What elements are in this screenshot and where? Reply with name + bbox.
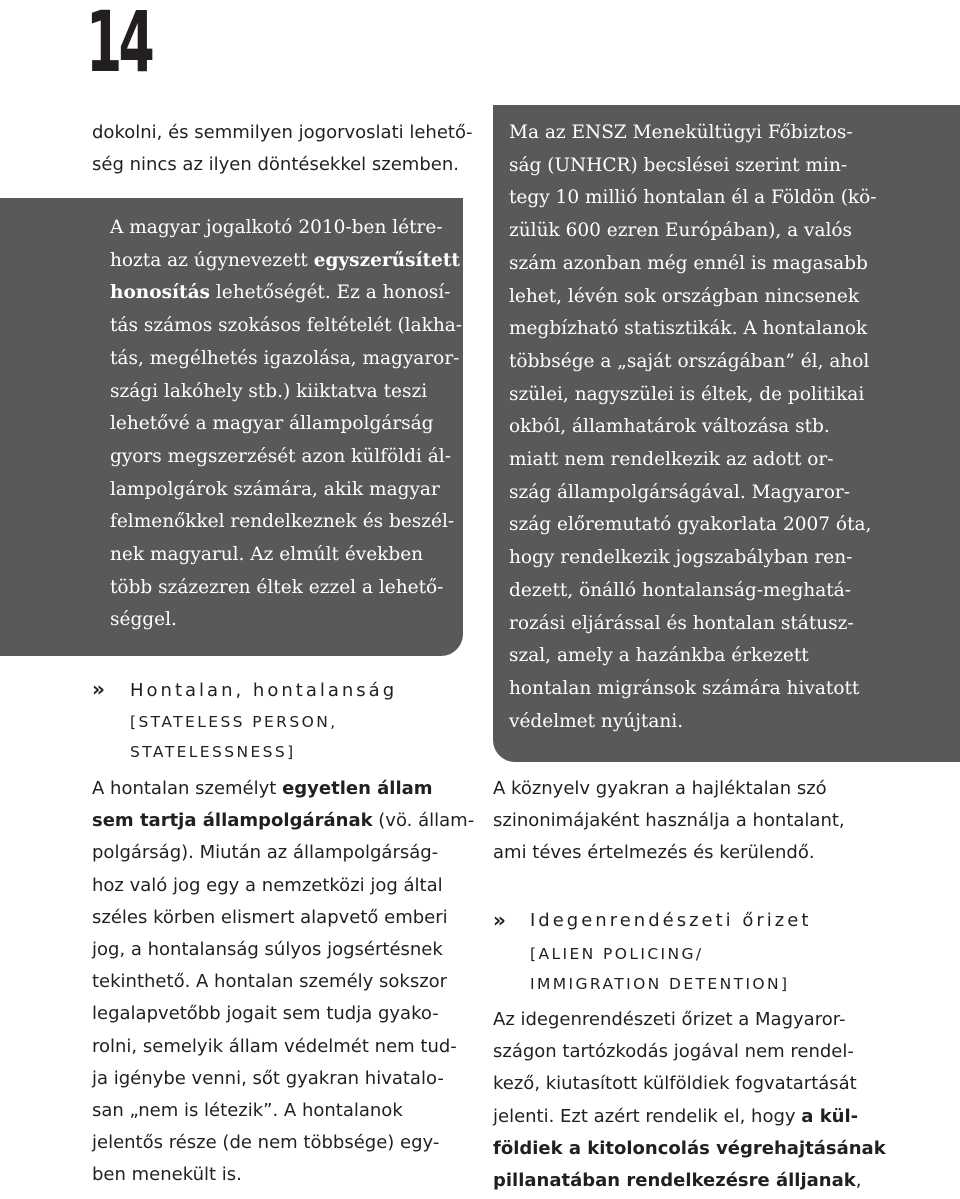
text-line: szág állampolgárságával. Magyaror- — [509, 481, 850, 503]
text-line: széles körben elismert alapvető emberi — [92, 906, 448, 928]
text-line: zülük 600 ezren Európában), a valós — [509, 220, 853, 242]
text-line: ság (UNHCR) becslései szerint min- — [509, 154, 848, 176]
text-line: rolni, semelyik állam védelmét nem tud- — [92, 1035, 457, 1057]
entry-title-hontalan: Hontalan, hontalanság — [130, 680, 398, 701]
text-line: felmenőkkel rendelkeznek és beszél- — [110, 511, 455, 533]
text-line: szágon tartózkodás jogával nem rendel- — [493, 1041, 854, 1063]
text-line: séggel. — [110, 609, 177, 631]
entry-subtitle-hontalan — [130, 707, 338, 767]
bold-term: sem tartja állampolgárának — [92, 810, 373, 832]
text-line: STATELESSNESS] — [130, 743, 296, 761]
left-callout-box — [0, 198, 463, 656]
double-chevron-icon: » — [92, 677, 99, 701]
bold-term: a kül- — [801, 1105, 859, 1127]
text-line: san „nem is létezik”. A hontalanok — [92, 1100, 403, 1122]
text-line: ben menekült is. — [92, 1164, 242, 1186]
bold-term: egyetlen állam — [282, 778, 433, 799]
text-line: ami téves értelmezés és kerülendő. — [493, 842, 815, 864]
text-line: többsége a „saját országában” él, ahol — [509, 350, 870, 372]
text-line: sem tartja állampolgárának (vö. állam- — [92, 810, 475, 832]
entry-body-hontalan — [92, 773, 474, 1192]
text-line: jelentős része (de nem többsége) egy- — [92, 1132, 440, 1154]
text-line: A hontalan személyt egyetlen állam — [92, 778, 433, 799]
text-line: szülei, nagyszülei is éltek, de politikai — [509, 383, 865, 405]
text-line: [STATELESS PERSON, — [130, 713, 338, 731]
bold-term: honosítás — [110, 282, 210, 304]
bold-term: egyszerűsített — [313, 249, 460, 271]
bold-term: pillanatában rendelkezésre álljanak — [493, 1170, 856, 1192]
text-line: megbízható statisztikák. A hontalanok — [509, 318, 868, 340]
entry-title-idegenrendeszeti: Idegenrendészeti őrizet — [530, 910, 812, 931]
text-line: szal, amely a hazánkba érkezett — [509, 645, 809, 667]
text-line: okból, államhatárok változása stb. — [509, 416, 830, 438]
text-line: hoz való jog egy a nemzetközi jog által — [92, 874, 443, 896]
right-callout-text — [509, 117, 877, 738]
text-line: tegy 10 millió hontalan él a Földön (kö- — [509, 187, 877, 209]
text-line: szám azonban még ennél is magasabb — [509, 252, 868, 274]
left-intro-text — [92, 117, 473, 181]
text-line: miatt nem rendelkezik az adott or- — [509, 449, 834, 471]
double-chevron-icon: » — [493, 908, 500, 932]
text-line: honosítás lehetőségét. Ez a honosí- — [110, 282, 451, 304]
text-line: ja igénybe venni, sőt gyakran hivatalo- — [92, 1067, 444, 1089]
text-line: legalapvetőbb jogait sem tudja gyako- — [92, 1003, 439, 1025]
text-line: hontalan migránsok számára hivatott — [509, 677, 860, 699]
text-line: A magyar jogalkotó 2010-ben létre- — [110, 217, 443, 238]
text-line: jelenti. Ezt azért rendelik el, hogy a kül- — [493, 1105, 859, 1127]
text-line: lehetővé a magyar állampolgárság — [110, 413, 434, 435]
text-line: Ma az ENSZ Menekültügyi Főbiztos- — [509, 122, 853, 143]
text-line: védelmet nyújtani. — [509, 710, 684, 732]
text-line: dezett, önálló hontalanság-meghatá- — [509, 579, 851, 601]
text-line: szág előremutató gyakorlata 2007 óta, — [509, 514, 872, 536]
text-line: tekinthető. A hontalan személy sokszor — [92, 971, 448, 993]
text-line: [ALIEN POLICING/ — [530, 945, 704, 963]
text-line: ség nincs az ilyen döntésekkel szemben. — [92, 154, 459, 175]
page-number: 14 — [86, 0, 152, 91]
bold-term: földiek a kitoloncolás végrehajtásának — [493, 1137, 886, 1159]
text-line: lampolgárok számára, akik magyar — [110, 478, 440, 500]
text-line: több százezren éltek ezzel a lehető- — [110, 576, 444, 598]
text-line: dokolni, és semmilyen jogorvoslati lehető- — [92, 122, 473, 143]
text-line: hozta az úgynevezett egyszerűsített — [110, 249, 460, 271]
text-line: tás, megélhetés igazolása, magyaror- — [110, 347, 460, 369]
text-line: jog, a hontalanság súlyos jogsértésnek — [92, 939, 443, 961]
left-callout-text — [110, 212, 462, 637]
text-line: hogy rendelkezik jogszabályban ren- — [509, 547, 853, 569]
right-note-text — [493, 773, 845, 870]
text-line: A köznyelv gyakran a hajléktalan szó — [493, 778, 827, 799]
text-line: pillanatában rendelkezésre álljanak, — [493, 1170, 862, 1192]
text-line: polgárság). Miután az állampolgárság- — [92, 842, 439, 864]
entry-subtitle-idegenrendeszeti — [530, 939, 789, 999]
text-line: szinonimájaként használja a hontalant, — [493, 810, 845, 832]
entry-body-idegenrendeszeti — [493, 1004, 886, 1197]
text-line: lehet, lévén sok országban nincsenek — [509, 285, 860, 307]
text-line: tás számos szokásos feltételét (lakha- — [110, 315, 463, 337]
text-line: IMMIGRATION DETENTION] — [530, 975, 790, 993]
text-line: kező, kiutasított külföldiek fogvatartását — [493, 1073, 857, 1095]
right-callout-box — [493, 105, 960, 762]
text-line: szági lakóhely stb.) kiiktatva teszi — [110, 380, 428, 402]
text-line: nek magyarul. Az elmúlt években — [110, 544, 424, 566]
text-line — [493, 1133, 886, 1165]
text-line: Az idegenrendészeti őrizet a Magyaror- — [493, 1009, 846, 1030]
text-line: rozási eljárással és hontalan státusz- — [509, 612, 854, 634]
text-line: gyors megszerzését azon külföldi ál- — [110, 445, 451, 467]
